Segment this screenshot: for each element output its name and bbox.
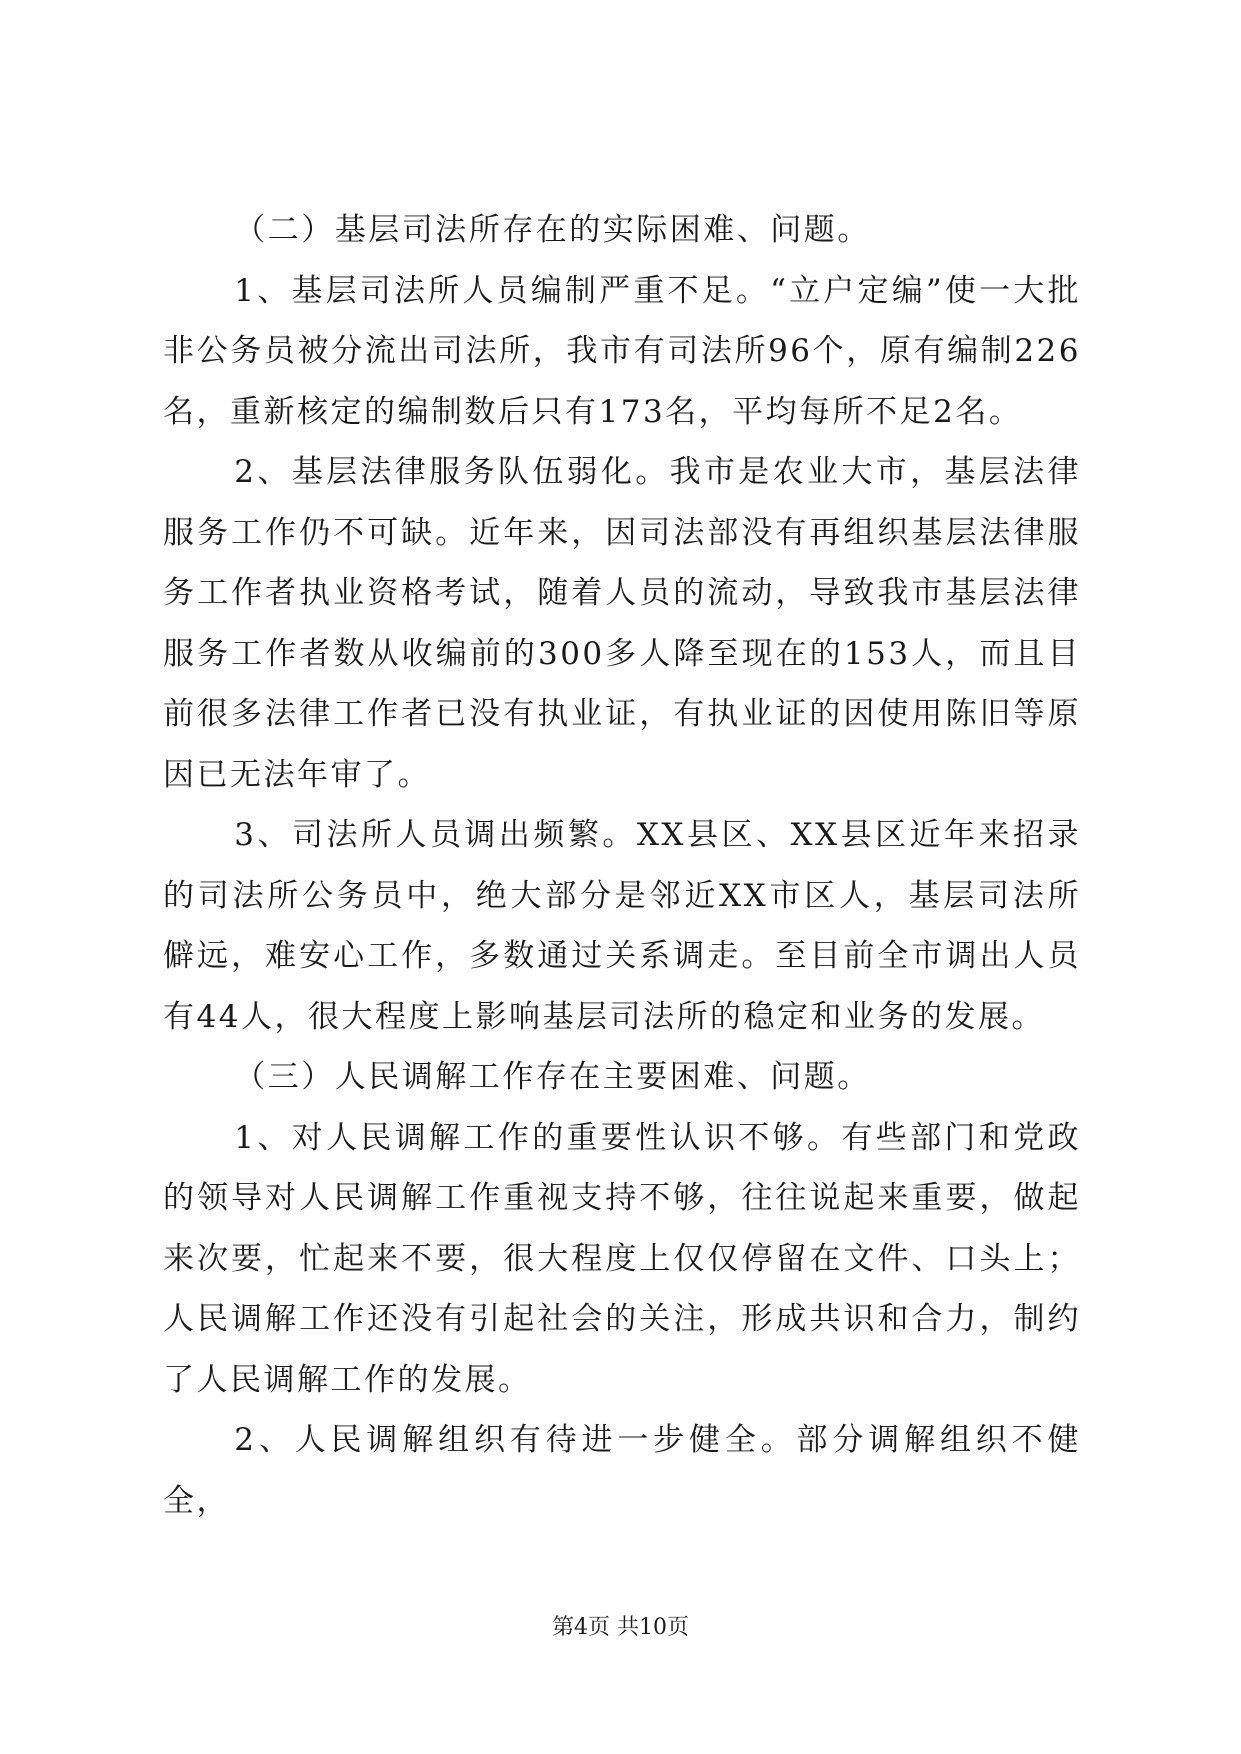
paragraph-2-3: 3、司法所人员调出频繁。XX县区、XX县区近年来招录的司法所公务员中，绝大部分是邻近XX市区人，基层司法所僻远，难安心工作，多数通过关系调走。至目前全市调出人员有44人，很大程度上影响基层司法所的稳定和业务的发展。 [163,817,1081,1035]
paragraph-3-1: 1、对人民调解工作的重要性认识不够。有些部门和党政的领导对人民调解工作重视支持不够，往往说起来重要，做起来次要，忙起来不要，很大程度上仅仅停留在文件、口头上；人民调解工作还没有引起社会的关注，形成共识和合力，制约了人民调解工作的发展。 [163,1119,1081,1398]
document-body [163,200,1081,1531]
section-heading-3: （三）人民调解工作存在主要困难、问题。 [234,1059,871,1095]
paragraph-3-2: 2、人民调解组织有待进一步健全。部分调解组织不健全， [163,1422,1081,1519]
page-number-label: 第4页 共10页 [552,1615,689,1640]
paragraph-2-2: 2、基层法律服务队伍弱化。我市是农业大市，基层法律服务工作仍不可缺。近年来，因司法部没有再组织基层法律服务工作者执业资格考试，随着人员的流动，导致我市基层法律服务工作者数从收编前的300多人降至现在的153人，而且目前很多法律工作者已没有执业证，有执业证的因使用陈旧等原因已无法年审了。 [163,454,1081,793]
paragraph-2-1: 1、基层司法所人员编制严重不足。“立户定编”使一大批非公务员被分流出司法所，我市有司法所96个，原有编制226名，重新核定的编制数后只有173名，平均每所不足2名。 [163,272,1081,430]
section-heading-2: （二）基层司法所存在的实际困难、问题。 [234,212,871,248]
page-footer [0,1614,1241,1642]
